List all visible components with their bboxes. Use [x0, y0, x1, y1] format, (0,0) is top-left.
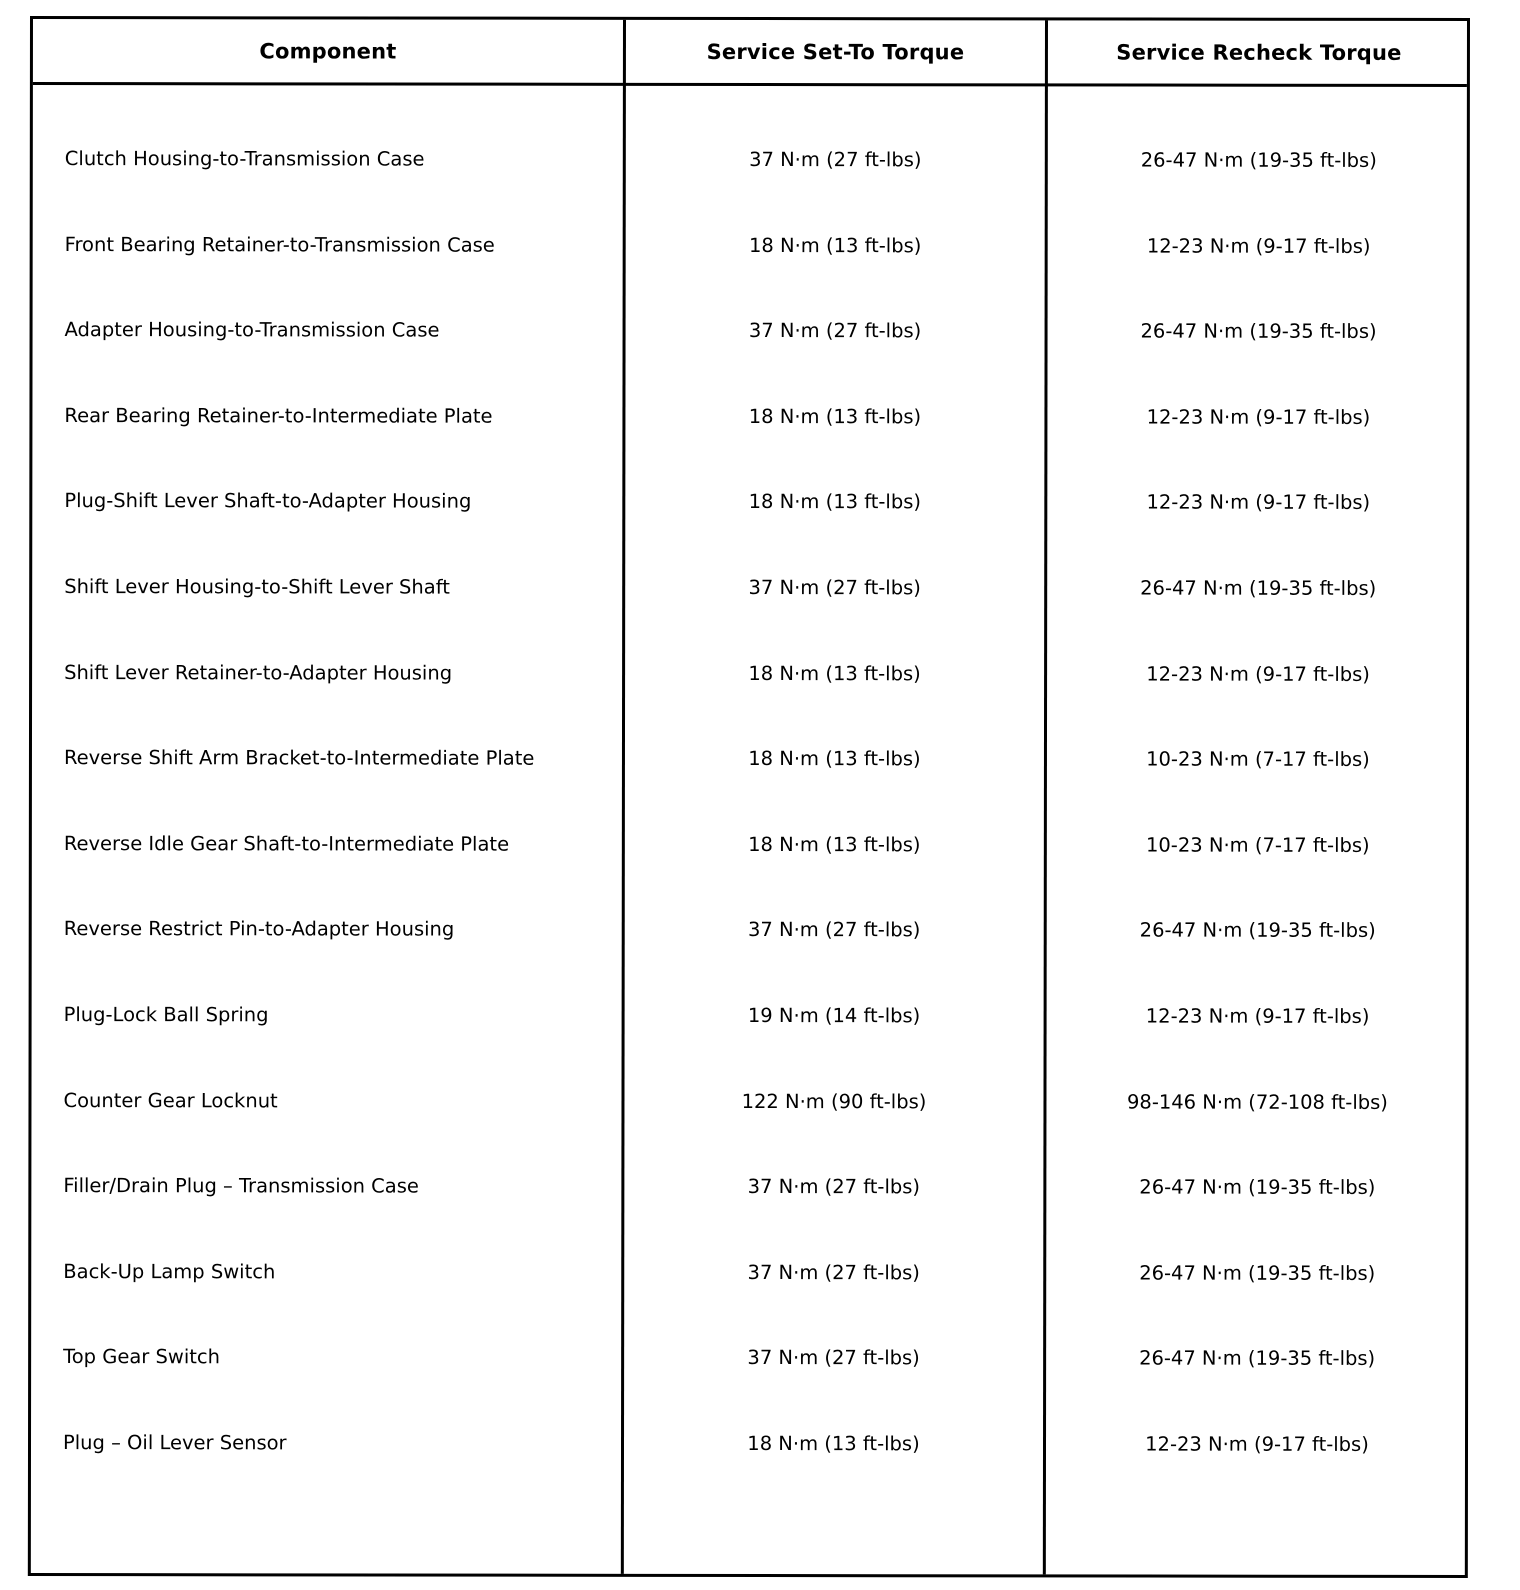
recheck-torque-cell: 26-47 N·m (19-35 ft-lbs)	[1139, 1175, 1376, 1200]
component-cell: Plug-Lock Ball Spring	[63, 1002, 269, 1027]
table-row	[31, 1087, 1465, 1175]
table-row	[32, 487, 1466, 575]
component-cell: Reverse Restrict Pin-to-Adapter Housing	[63, 917, 455, 941]
table-row	[32, 316, 1466, 404]
set-to-torque-cell: 18 N·m (13 ft-lbs)	[748, 661, 921, 685]
set-to-torque-cell: 37 N·m (27 ft-lbs)	[748, 575, 921, 600]
component-cell: Plug – Oil Lever Sensor	[62, 1430, 287, 1455]
table-row	[32, 402, 1466, 490]
set-to-torque-cell: 18 N·m (13 ft-lbs)	[748, 832, 921, 856]
recheck-torque-cell: 98-146 N·m (72-108 ft-lbs)	[1127, 1090, 1388, 1114]
table-row	[31, 1429, 1465, 1517]
recheck-torque-cell: 26-47 N·m (19-35 ft-lbs)	[1139, 918, 1376, 943]
table-row	[31, 1343, 1465, 1431]
recheck-torque-cell: 26-47 N·m (19-35 ft-lbs)	[1139, 1261, 1376, 1285]
set-to-torque-cell: 37 N·m (27 ft-lbs)	[747, 1175, 921, 1199]
recheck-torque-cell: 26-47 N·m (19-35 ft-lbs)	[1140, 319, 1377, 344]
recheck-torque-cell: 12-23 N·m (9-17 ft-lbs)	[1146, 405, 1371, 429]
recheck-torque-cell: 12-23 N·m (9-17 ft-lbs)	[1146, 490, 1371, 515]
component-cell: Rear Bearing Retainer-to-Intermediate Plate	[64, 403, 493, 428]
set-to-torque-cell: 18 N·m (13 ft-lbs)	[748, 404, 922, 429]
header-recheck-torque: Service Recheck Torque	[1116, 40, 1402, 65]
torque-table	[28, 16, 1470, 1578]
table-row	[31, 1258, 1465, 1346]
set-to-torque-cell: 37 N·m (27 ft-lbs)	[747, 1346, 920, 1370]
set-to-torque-cell: 18 N·m (13 ft-lbs)	[748, 490, 922, 514]
set-to-torque-cell: 37 N·m (27 ft-lbs)	[747, 1260, 920, 1284]
component-cell: Clutch Housing-to-Transmission Case	[64, 147, 425, 171]
table-row	[32, 573, 1466, 661]
table-header-row	[33, 19, 1467, 87]
recheck-torque-cell: 12-23 N·m (9-17 ft-lbs)	[1145, 1004, 1370, 1028]
header-set-to-torque: Service Set-To Torque	[706, 39, 965, 64]
component-cell: Filler/Drain Plug – Transmission Case	[63, 1174, 419, 1198]
component-cell: Adapter Housing-to-Transmission Case	[64, 318, 440, 342]
recheck-torque-cell: 26-47 N·m (19-35 ft-lbs)	[1140, 148, 1377, 172]
table-row	[32, 830, 1466, 918]
set-to-torque-cell: 19 N·m (14 ft-lbs)	[747, 1003, 921, 1028]
table-row	[32, 1001, 1466, 1089]
recheck-torque-cell: 12-23 N·m (9-17 ft-lbs)	[1146, 234, 1371, 258]
component-cell: Reverse Idle Gear Shaft-to-Intermediate Plate	[63, 831, 510, 856]
table-row	[32, 915, 1466, 1003]
component-cell: Top Gear Switch	[63, 1345, 221, 1369]
component-cell: Shift Lever Retainer-to-Adapter Housing	[64, 660, 453, 685]
recheck-torque-cell: 10-23 N·m (7-17 ft-lbs)	[1145, 833, 1370, 857]
set-to-torque-cell: 122 N·m (90 ft-lbs)	[741, 1089, 927, 1113]
recheck-torque-cell: 12-23 N·m (9-17 ft-lbs)	[1145, 1432, 1369, 1456]
recheck-torque-cell: 26-47 N·m (19-35 ft-lbs)	[1139, 1346, 1376, 1371]
recheck-torque-cell: 26-47 N·m (19-35 ft-lbs)	[1140, 576, 1377, 600]
component-cell: Counter Gear Locknut	[63, 1088, 278, 1112]
set-to-torque-cell: 18 N·m (13 ft-lbs)	[748, 233, 922, 257]
component-cell: Back-Up Lamp Switch	[63, 1259, 276, 1284]
component-cell: Front Bearing Retainer-to-Transmission Case	[64, 232, 495, 257]
component-cell: Reverse Shift Arm Bracket-to-Intermediate Plate	[63, 746, 535, 770]
recheck-torque-cell: 12-23 N·m (9-17 ft-lbs)	[1146, 662, 1370, 686]
header-component: Component	[259, 38, 397, 64]
set-to-torque-cell: 18 N·m (13 ft-lbs)	[747, 1431, 920, 1456]
set-to-torque-cell: 37 N·m (27 ft-lbs)	[748, 918, 921, 942]
component-cell: Plug-Shift Lever Shaft-to-Adapter Housing	[64, 489, 472, 513]
table-row	[32, 659, 1466, 747]
table-row	[32, 744, 1466, 832]
table-body	[31, 145, 1467, 1517]
component-cell: Shift Lever Housing-to-Shift Lever Shaft	[64, 575, 450, 599]
table-row	[33, 145, 1467, 233]
table-row	[31, 1172, 1465, 1260]
set-to-torque-cell: 37 N·m (27 ft-lbs)	[749, 148, 922, 172]
recheck-torque-cell: 10-23 N·m (7-17 ft-lbs)	[1146, 747, 1370, 772]
set-to-torque-cell: 18 N·m (13 ft-lbs)	[748, 747, 921, 771]
set-to-torque-cell: 37 N·m (27 ft-lbs)	[748, 319, 922, 343]
table-row	[33, 231, 1467, 319]
